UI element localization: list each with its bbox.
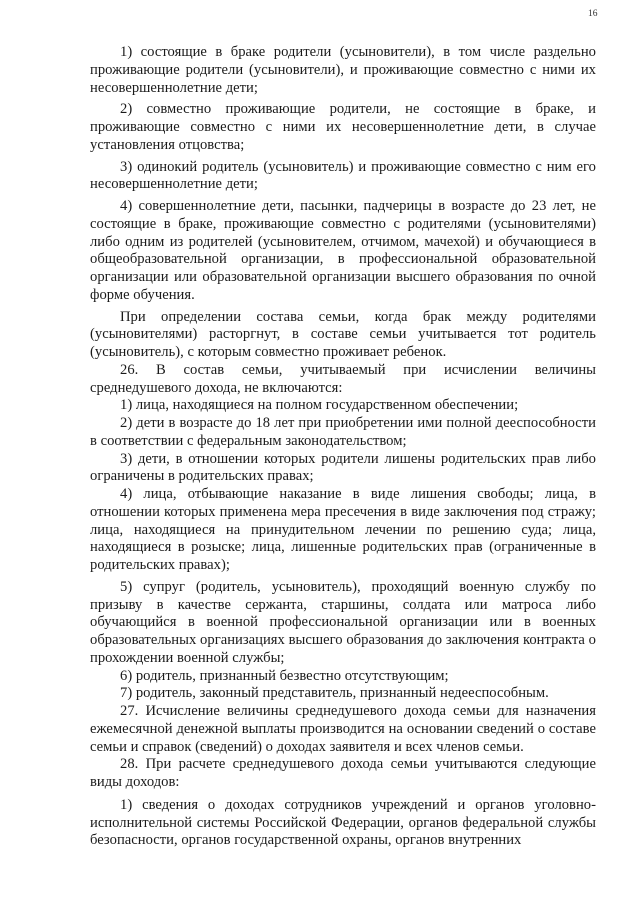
paragraph-26-item-5: 5) супруг (родитель, усыновитель), проходящий военную службу по призыву в качестве сержанта, старшины, солдата или матроса либо обучающийся в военной профессиональной организации или в военных образовательных организациях высшего образования до заключения контракта о прохождении военной службы;: [90, 578, 596, 666]
paragraph-family-item-3: 3) одинокий родитель (усыновитель) и проживающие совместно с ним его несовершеннолетние дети;: [90, 158, 596, 193]
document-body: [90, 44, 596, 850]
paragraph-26-item-6: 6) родитель, признанный безвестно отсутствующим;: [120, 667, 449, 684]
paragraph-28-item-1: 1) сведения о доходах сотрудников учреждений и органов уголовно-исполнительной системы Российской Федерации, органов федеральной службы безопасности, органов государственной охраны, органов внутренних: [90, 796, 596, 849]
paragraph-26-item-4: 4) лица, отбывающие наказание в виде лишения свободы; лица, в отношении которых применена мера пресечения в виде заключения под стражу; лица, находящиеся на принудительном лечении по решению суда; лица, находящиеся в розыске; лица, лишенные родительских прав (ограниченные в родительских правах);: [90, 486, 596, 573]
paragraph-27: 27. Исчисление величины среднедушевого дохода семьи для назначения ежемесячной денежной выплаты производится на основании сведений о составе семьи и справок (сведений) о доходах заявителя и всех членов семьи.: [90, 703, 596, 755]
paragraph-26-item-7: 7) родитель, законный представитель, признанный недееспособным.: [120, 685, 549, 702]
page-number: 16: [588, 9, 598, 19]
paragraph-family-item-4: 4) совершеннолетние дети, пасынки, падчерицы в возрасте до 23 лет, не состоящие в браке, проживающие совместно с родителями (усыновителями) либо одним из родителей (усыновителем, отчимом, мачехой) и обучающиеся в общеобразовательной организации, в профессиональной образовательной организации или образовательной организации высшего образования по очной форме обучения.: [90, 198, 596, 303]
paragraph-family-item-1: 1) состоящие в браке родители (усыновители), в том числе раздельно проживающие родители (усыновители), и проживающие совместно с ними их несовершеннолетние дети;: [90, 44, 596, 96]
paragraph-family-item-2: 2) совместно проживающие родители, не состоящие в браке, и проживающие совместно с ними их несовершеннолетние дети, в случае установления отцовства;: [90, 101, 596, 153]
paragraph-26-item-1: 1) лица, находящиеся на полном государственном обеспечении;: [120, 397, 519, 414]
paragraph-26-intro: 26. В состав семьи, учитываемый при исчислении величины среднедушевого дохода, не включаются:: [90, 361, 596, 396]
paragraph-26-item-2: 2) дети в возрасте до 18 лет при приобретении ими полной дееспособности в соответствии с федеральным законодательством;: [90, 415, 596, 449]
paragraph-26-item-3: 3) дети, в отношении которых родители лишены родительских прав либо ограничены в родительских правах;: [90, 450, 596, 485]
paragraph-28-intro: 28. При расчете среднедушевого дохода семьи учитываются следующие виды доходов:: [90, 756, 596, 790]
paragraph-divorce-rule: При определении состава семьи, когда брак между родителями (усыновителями) расторгнут, в составе семьи учитывается тот родитель (усыновитель), с которым совместно проживает ребенок.: [90, 308, 596, 360]
